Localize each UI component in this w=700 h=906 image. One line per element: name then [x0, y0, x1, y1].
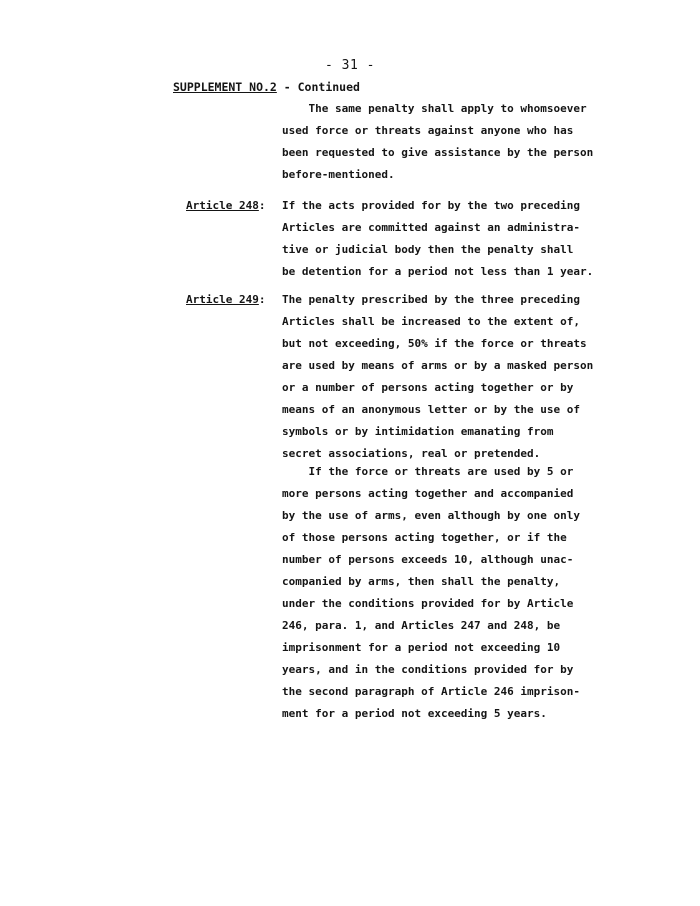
text-line: means of an anonymous letter or by the use of: [282, 403, 581, 416]
text-line: ment for a period not exceeding 5 years.: [282, 707, 547, 720]
supplement-header: [173, 80, 360, 94]
text-line: by the use of arms, even although by one only: [282, 509, 581, 522]
text-line: tive or judicial body then the penalty shall: [282, 243, 574, 256]
text-line: or a number of persons acting together or by: [282, 381, 574, 394]
article-249-paragraph-2: [282, 461, 582, 725]
text-line: before-mentioned.: [282, 168, 395, 181]
article-248-label: Article 248: [186, 199, 259, 212]
text-line: If the force or threats are used by 5 or: [282, 465, 574, 478]
article-249-colon: :: [258, 293, 266, 306]
intro-paragraph: [282, 98, 594, 186]
text-line: Articles are committed against an administra-: [282, 221, 581, 234]
text-line: companied by arms, then shall the penalty,: [282, 575, 561, 588]
text-line: Articles shall be increased to the extent of,: [282, 315, 581, 328]
text-line: be detention for a period not less than 1 year.: [282, 265, 594, 278]
text-line: If the acts provided for by the two preceding: [282, 199, 581, 212]
text-line: of those persons acting together, or if the: [282, 531, 567, 544]
supplement-title: SUPPLEMENT NO.2: [173, 80, 277, 94]
continued-label: - Continued: [276, 80, 360, 94]
page-number: - 31 -: [325, 58, 375, 73]
text-line: imprisonment for a period not exceeding 10: [282, 641, 561, 654]
text-line: under the conditions provided for by Article: [282, 597, 574, 610]
article-248-text: [282, 195, 594, 283]
text-line: but not exceeding, 50% if the force or threats: [282, 337, 587, 350]
text-line: number of persons exceeds 10, although unac-: [282, 553, 574, 566]
text-line: the second paragraph of Article 246 imprison-: [282, 685, 581, 698]
article-248-heading: [186, 195, 265, 217]
text-line: years, and in the conditions provided for by: [282, 663, 574, 676]
article-249-heading: [186, 289, 265, 311]
article-249-text: [282, 289, 594, 465]
text-line: 246, para. 1, and Articles 247 and 248, be: [282, 619, 561, 632]
text-line: symbols or by intimidation emanating from: [282, 425, 554, 438]
text-line: The same penalty shall apply to whomsoever: [282, 102, 587, 115]
text-line: been requested to give assistance by the person: [282, 146, 594, 159]
text-line: more persons acting together and accompanied: [282, 487, 574, 500]
text-line: used force or threats against anyone who has: [282, 124, 574, 137]
article-249-label: Article 249: [186, 293, 259, 306]
text-line: The penalty prescribed by the three preceding: [282, 293, 581, 306]
text-line: secret associations, real or pretended.: [282, 447, 541, 460]
text-line: are used by means of arms or by a masked person: [282, 359, 594, 372]
article-248-colon: :: [258, 199, 266, 212]
